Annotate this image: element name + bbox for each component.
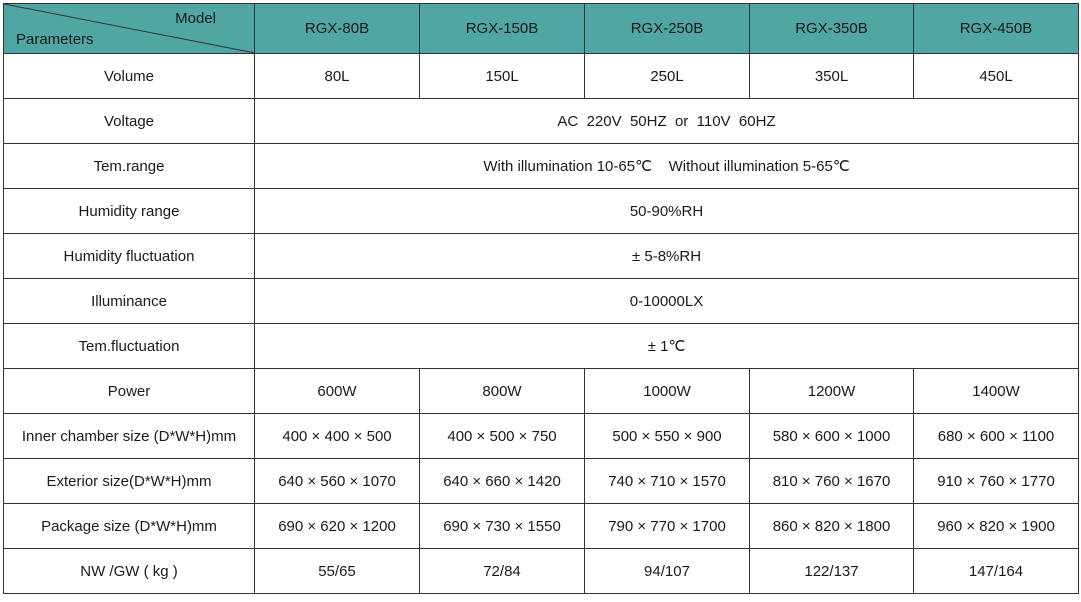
model-header-cell: RGX-450B	[914, 4, 1079, 54]
table-row-volume	[4, 54, 1079, 99]
parameter-label: Tem.range	[4, 144, 255, 189]
table-row-inner-size	[4, 414, 1079, 459]
corner-parameters-label: Parameters	[16, 31, 94, 48]
table-row-weight	[4, 549, 1079, 594]
parameter-label: Exterior size(D*W*H)mm	[4, 459, 255, 504]
merged-cell: 50-90%RH	[255, 189, 1079, 234]
spec-table-wrapper	[3, 3, 1079, 594]
table-row-exterior-size	[4, 459, 1079, 504]
table-cell: 400 × 400 × 500	[255, 414, 420, 459]
table-row-tem-range	[4, 144, 1079, 189]
model-header-cell: RGX-250B	[585, 4, 750, 54]
table-cell: 500 × 550 × 900	[585, 414, 750, 459]
model-header-cell: RGX-350B	[750, 4, 914, 54]
table-row-voltage	[4, 99, 1079, 144]
parameter-label: Illuminance	[4, 279, 255, 324]
corner-model-label: Model	[175, 10, 216, 27]
table-row-tem-fluctuation	[4, 324, 1079, 369]
spec-table	[3, 3, 1079, 594]
table-cell: 94/107	[585, 549, 750, 594]
table-cell: 1000W	[585, 369, 750, 414]
table-cell: 450L	[914, 54, 1079, 99]
table-cell: 150L	[420, 54, 585, 99]
table-cell: 580 × 600 × 1000	[750, 414, 914, 459]
merged-cell: 0-10000LX	[255, 279, 1079, 324]
corner-header-cell	[4, 4, 255, 54]
table-row-humidity-fluctuation	[4, 234, 1079, 279]
table-cell: 680 × 600 × 1100	[914, 414, 1079, 459]
header-row	[4, 4, 1079, 54]
table-row-illuminance	[4, 279, 1079, 324]
table-cell: 910 × 760 × 1770	[914, 459, 1079, 504]
model-header-cell: RGX-150B	[420, 4, 585, 54]
table-cell: 1200W	[750, 369, 914, 414]
table-cell: 810 × 760 × 1670	[750, 459, 914, 504]
table-row-power	[4, 369, 1079, 414]
table-cell: 72/84	[420, 549, 585, 594]
table-row-package-size	[4, 504, 1079, 549]
table-row-humidity-range	[4, 189, 1079, 234]
model-header-cell: RGX-80B	[255, 4, 420, 54]
table-cell: 800W	[420, 369, 585, 414]
table-cell: 600W	[255, 369, 420, 414]
table-cell: 147/164	[914, 549, 1079, 594]
parameter-label: Package size (D*W*H)mm	[4, 504, 255, 549]
table-cell: 790 × 770 × 1700	[585, 504, 750, 549]
merged-cell: With illumination 10-65℃ Without illumination 5-65℃	[255, 144, 1079, 189]
parameter-label: Inner chamber size (D*W*H)mm	[4, 414, 255, 459]
table-cell: 350L	[750, 54, 914, 99]
table-cell: 122/137	[750, 549, 914, 594]
table-cell: 1400W	[914, 369, 1079, 414]
table-cell: 740 × 710 × 1570	[585, 459, 750, 504]
parameter-label: Humidity fluctuation	[4, 234, 255, 279]
parameter-label: Power	[4, 369, 255, 414]
parameter-label: Tem.fluctuation	[4, 324, 255, 369]
table-cell: 400 × 500 × 750	[420, 414, 585, 459]
merged-cell: AC 220V 50HZ or 110V 60HZ	[255, 99, 1079, 144]
table-cell: 690 × 730 × 1550	[420, 504, 585, 549]
table-cell: 80L	[255, 54, 420, 99]
parameter-label: Voltage	[4, 99, 255, 144]
table-cell: 640 × 560 × 1070	[255, 459, 420, 504]
table-cell: 690 × 620 × 1200	[255, 504, 420, 549]
parameter-label: Volume	[4, 54, 255, 99]
table-cell: 250L	[585, 54, 750, 99]
merged-cell: ± 1℃	[255, 324, 1079, 369]
table-cell: 55/65	[255, 549, 420, 594]
parameter-label: Humidity range	[4, 189, 255, 234]
table-cell: 640 × 660 × 1420	[420, 459, 585, 504]
merged-cell: ± 5-8%RH	[255, 234, 1079, 279]
table-cell: 960 × 820 × 1900	[914, 504, 1079, 549]
parameter-label: NW /GW ( kg )	[4, 549, 255, 594]
table-cell: 860 × 820 × 1800	[750, 504, 914, 549]
